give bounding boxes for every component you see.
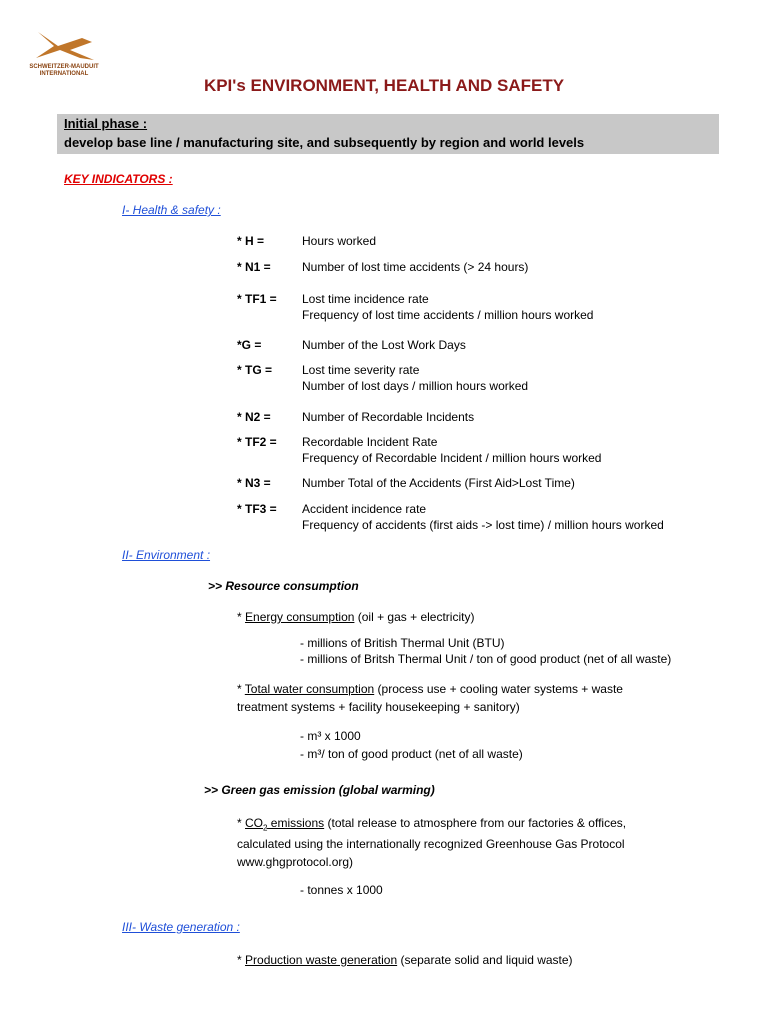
- co2-rest: (total release to atmosphere from our factories & offices,: [324, 816, 627, 830]
- resource-consumption-heading: >> Resource consumption: [208, 579, 359, 593]
- bullet: *: [237, 610, 246, 624]
- hs-code: * TF1 =: [237, 292, 277, 306]
- bullet: *: [237, 816, 246, 830]
- page-title: KPI's ENVIRONMENT, HEALTH AND SAFETY: [203, 76, 565, 95]
- hs-code: *G =: [237, 338, 262, 352]
- co2-term-b: emissions: [267, 816, 325, 830]
- energy-term: Energy consumption: [245, 610, 355, 624]
- hs-code: * TF2 =: [237, 435, 277, 449]
- hs-desc: Number Total of the Accidents (First Aid>Lost Time): [302, 476, 575, 490]
- hs-code: * N3 =: [237, 476, 271, 490]
- hs-desc: Lost time incidence rate: [302, 292, 429, 306]
- water-unit: - m³/ ton of good product (net of all waste): [300, 747, 523, 761]
- co2-emissions-item: [237, 816, 626, 832]
- key-indicators-heading: KEY INDICATORS :: [64, 172, 173, 186]
- hs-code: * N1 =: [237, 260, 271, 274]
- energy-rest: (oil + gas + electricity): [354, 610, 475, 624]
- logo-text-line1: SCHWEITZER-MAUDUIT: [29, 64, 99, 70]
- hs-desc-line2: Number of lost days / million hours worked: [302, 379, 529, 393]
- co2-term-sub: 2: [263, 823, 268, 833]
- water-rest: (process use + cooling water systems + waste: [374, 682, 623, 696]
- co2-unit: - tonnes x 1000: [300, 883, 383, 897]
- hs-desc-line2: Frequency of Recordable Incident / million hours worked: [302, 451, 602, 465]
- hs-desc: Recordable Incident Rate: [302, 435, 438, 449]
- water-consumption-item: [237, 682, 623, 696]
- waste-item: [237, 953, 573, 967]
- co2-term-a: CO: [245, 816, 264, 830]
- bullet: *: [237, 953, 246, 967]
- logo-text-line2: INTERNATIONAL: [39, 71, 89, 77]
- energy-unit: - millions of British Thermal Unit (BTU): [300, 636, 505, 650]
- co2-line2: calculated using the internationally recognized Greenhouse Gas Protocol: [237, 837, 625, 851]
- hs-desc-line2: Frequency of accidents (first aids -> lost time) / million hours worked: [302, 518, 664, 532]
- hs-code: * TG =: [237, 363, 273, 377]
- environment-heading: II- Environment :: [122, 548, 211, 562]
- energy-consumption-item: [237, 610, 474, 624]
- hs-desc: Accident incidence rate: [302, 502, 427, 516]
- hs-desc-line2: Frequency of lost time accidents / million hours worked: [302, 308, 594, 322]
- water-unit: - m³ x 1000: [300, 729, 361, 743]
- hs-desc: Number of lost time accidents (> 24 hours): [302, 260, 529, 274]
- health-safety-heading: I- Health & safety :: [122, 203, 221, 217]
- water-term: Total water consumption: [244, 682, 375, 696]
- hs-code: * TF3 =: [237, 502, 277, 516]
- co2-term: [245, 816, 325, 833]
- hs-code: * N2 =: [237, 410, 271, 424]
- energy-unit: - millions of Britsh Thermal Unit / ton of good product (net of all waste): [300, 652, 672, 666]
- hs-desc: Number of Recordable Incidents: [302, 410, 475, 424]
- hs-desc: Hours worked: [302, 234, 377, 248]
- hs-desc: Number of the Lost Work Days: [302, 338, 466, 352]
- hs-desc: Lost time severity rate: [302, 363, 420, 377]
- waste-heading: III- Waste generation :: [122, 920, 240, 934]
- green-gas-heading: >> Green gas emission (global warming): [204, 783, 435, 797]
- co2-line3: www.ghgprotocol.org): [237, 855, 354, 869]
- waste-rest: (separate solid and liquid waste): [397, 953, 573, 967]
- hs-code: * H =: [237, 234, 265, 248]
- waste-term: Production waste generation: [245, 953, 398, 967]
- phase-label: Initial phase :: [64, 116, 148, 131]
- bullet: *: [237, 682, 245, 696]
- phase-text: develop base line / manufacturing site, and subsequently by region and world levels: [64, 135, 585, 150]
- water-line2: treatment systems + facility housekeeping + sanitory): [237, 700, 520, 714]
